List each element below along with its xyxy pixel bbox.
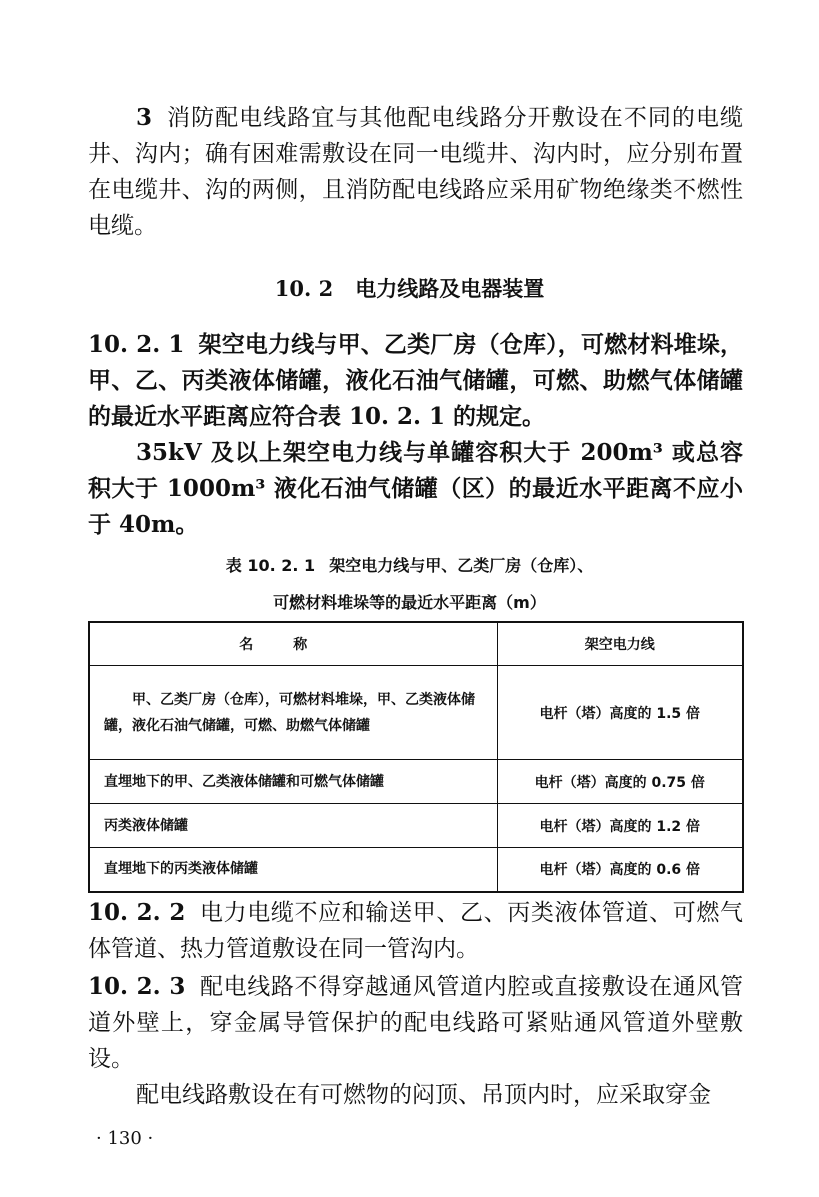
table-cell-name: 直埋地下的甲、乙类液体储罐和可燃气体储罐 (89, 760, 497, 804)
table-caption-number: 表 10. 2. 1 (225, 556, 316, 575)
clause-text-2: 35kV 及以上架空电力线与单罐容积大于 200m³ 或总容积大于 1000m³ 液化石油气储罐（区）的最近水平距离不应小于 40m。 (88, 439, 743, 538)
table-row (89, 848, 743, 892)
clause-10-2-3 (88, 969, 743, 1077)
table-row (89, 666, 743, 760)
item-3-paragraph (88, 100, 743, 244)
page-number: · 130 · (96, 1128, 154, 1149)
table-cell-value: 电杆（塔）高度的 1.5 倍 (497, 666, 743, 760)
item-number: 3 (136, 104, 153, 131)
item-text: 消防配电线路宜与其他配电线路分开敷设在不同的电缆井、沟内；确有困难需敷设在同一电缆井、沟内时，应分别布置在电缆井、沟的两侧，且消防配电线路应采用矿物绝缘类不燃性电缆。 (88, 105, 743, 239)
clause-number: 10. 2. 3 (88, 973, 186, 1000)
clause-10-2-3-paragraph-2 (88, 1077, 743, 1113)
distance-table (88, 621, 744, 893)
clause-text: 配电线路不得穿越通风管道内腔或直接敷设在通风管道外壁上，穿金属导管保护的配电线路可紧贴通风管道外壁敷设。 (88, 974, 744, 1072)
table-cell-value: 电杆（塔）高度的 0.6 倍 (497, 848, 743, 892)
table-caption-line-1 (0, 553, 819, 576)
table-caption-line-2 (0, 590, 819, 613)
table-caption-title: 架空电力线与甲、乙类厂房（仓库）、 (329, 556, 594, 575)
clause-10-2-1 (88, 327, 743, 435)
section-number: 10. 2 (274, 276, 334, 301)
table-row (89, 804, 743, 848)
clause-number: 10. 2. 2 (88, 899, 186, 926)
clause-text: 电力电缆不应和输送甲、乙、丙类液体管道、可燃气体管道、热力管道敷设在同一管沟内。 (88, 900, 744, 962)
clause-10-2-2 (88, 895, 743, 967)
table-cell-value: 电杆（塔）高度的 1.2 倍 (497, 804, 743, 848)
section-heading (0, 273, 819, 303)
table-cell-name: 直埋地下的丙类液体储罐 (89, 848, 497, 892)
clause-text: 架空电力线与甲、乙类厂房（仓库），可燃材料堆垛，甲、乙、丙类液体储罐，液化石油气储罐，可燃、助燃气体储罐的最近水平距离应符合表 10. 2. 1 的规定。 (88, 331, 744, 430)
table-caption-subtitle: 可燃材料堆垛等的最近水平距离（m） (273, 593, 546, 612)
table-cell-value: 电杆（塔）高度的 0.75 倍 (497, 760, 743, 804)
table-cell-name: 甲、乙类厂房（仓库），可燃材料堆垛，甲、乙类液体储罐，液化石油气储罐，可燃、助燃气体储罐 (89, 666, 497, 760)
table-header-row (89, 622, 743, 666)
table-row (89, 760, 743, 804)
clause-text-2: 配电线路敷设在有可燃物的闷顶、吊顶内时，应采取穿金 (136, 1082, 711, 1108)
clause-number: 10. 2. 1 (88, 331, 185, 358)
table-cell-name: 丙类液体储罐 (89, 804, 497, 848)
clause-10-2-1-paragraph-2 (88, 435, 743, 543)
column-header-line: 架空电力线 (497, 622, 743, 666)
section-title: 电力线路及电器装置 (355, 276, 545, 301)
column-header-name: 名称 (89, 622, 497, 666)
